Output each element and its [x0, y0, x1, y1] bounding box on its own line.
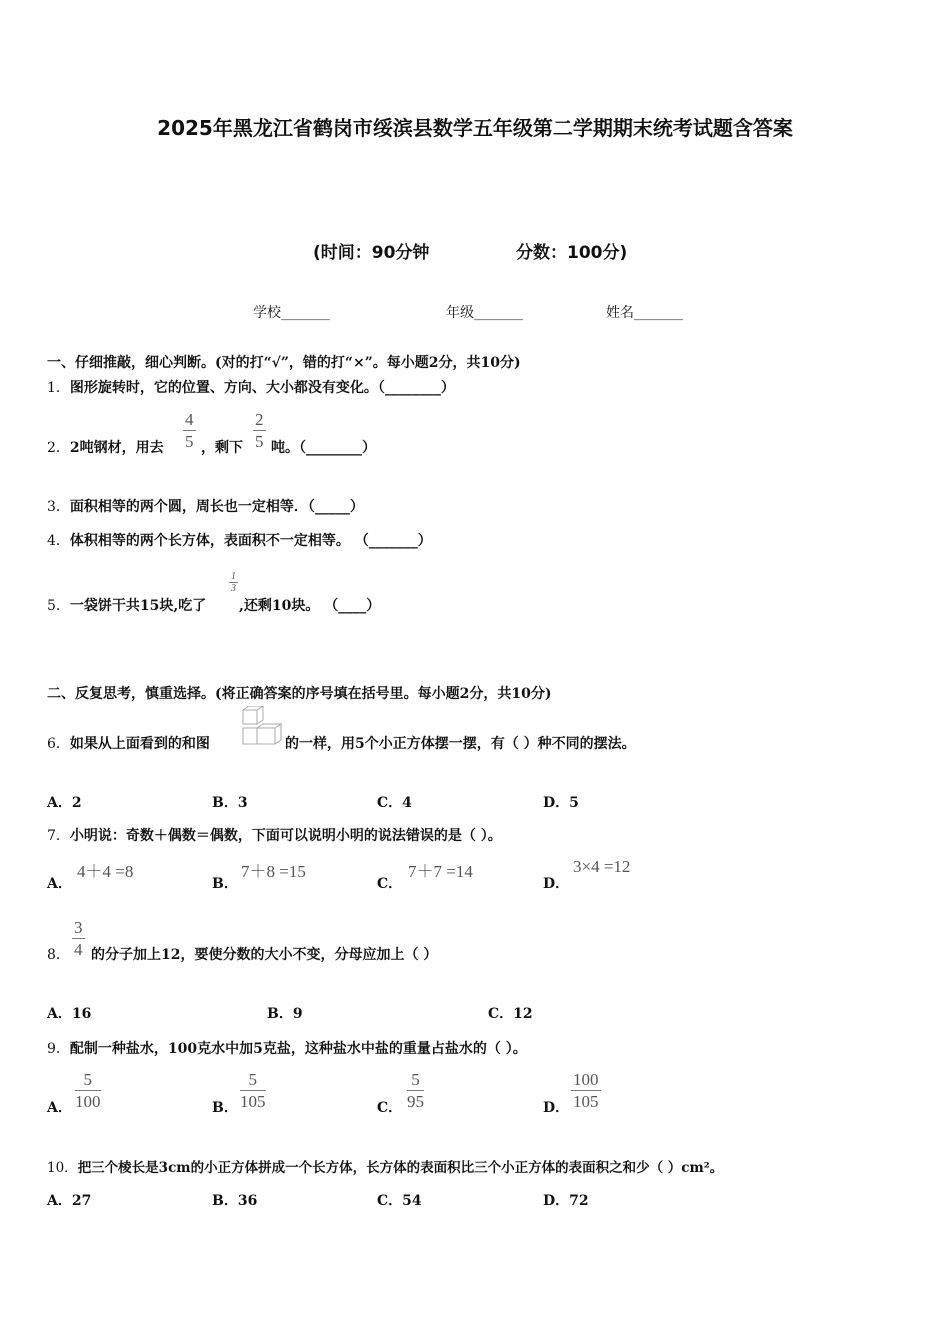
q9-option-d-label[interactable]: D．: [543, 1100, 570, 1116]
question-number: 3．: [47, 499, 70, 515]
exam-time: (时间：90分钟: [313, 243, 430, 263]
q7-option-b-equation: 7＋8 =15: [241, 862, 306, 881]
q10-option-b[interactable]: B．36: [212, 1193, 258, 1209]
fraction-three-quarters: $\frac{3}{4}$: [74, 918, 83, 959]
q9-option-a-label[interactable]: A．: [47, 1100, 72, 1116]
fraction-four-fifths: $\frac{4}{5}$: [185, 410, 194, 451]
q10-option-c[interactable]: C．54: [377, 1193, 422, 1209]
question-8-number: 8．: [47, 947, 70, 963]
question-number: 4．: [47, 533, 70, 549]
q7-option-b-label[interactable]: B．: [212, 876, 238, 892]
fraction-one-third: $\frac{1}{3}$: [231, 571, 236, 594]
section-2-heading: 二、反复思考，慎重选择。(将正确答案的序号填在括号里。每小题2分，共10分): [47, 686, 552, 702]
question-text-a: 一袋饼干共15块,吃了: [69, 598, 207, 614]
question-number: 9．: [47, 1041, 70, 1057]
document-title: 2025年黑龙江省鹤岗市绥滨县数学五年级第二学期期末统考试题含答案: [157, 116, 793, 140]
q9-option-b-fraction: $\frac{5}{105}$: [240, 1070, 266, 1111]
q6-option-a[interactable]: A．2: [47, 795, 82, 811]
q6-option-d[interactable]: D．5: [543, 795, 579, 811]
q7-option-c-equation: 7＋7 =14: [408, 862, 473, 881]
q7-option-a-equation: 4＋4 =8: [77, 862, 134, 881]
q10-option-d[interactable]: D．72: [543, 1193, 589, 1209]
section-1-heading: 一、仔细推敲，细心判断。(对的打“√”，错的打“×”。每小题2分，共10分): [47, 355, 521, 371]
q9-option-c-fraction: $\frac{5}{95}$: [407, 1070, 424, 1111]
fraction-two-fifths: $\frac{2}{5}$: [255, 410, 264, 451]
question-2: [47, 437, 164, 457]
q6-option-b[interactable]: B．3: [212, 795, 248, 811]
question-number: 7．: [47, 828, 70, 844]
q7-option-d-equation: 3×4 =12: [573, 857, 631, 876]
question-number: 5．: [47, 598, 70, 614]
question-text: 把三个棱长是3cm的小正方体拼成一个长方体，长方体的表面积比三个小正方体的表面积之和少（ ）cm²。: [77, 1160, 724, 1176]
school-field: 学校_______: [253, 305, 330, 321]
name-field: 姓名_______: [606, 305, 683, 321]
question-8-text: 的分子加上12，要使分数的大小不变，分母应加上（ ）: [91, 947, 438, 963]
q9-option-c-label[interactable]: C．: [377, 1100, 403, 1116]
question-number: 2．: [47, 440, 70, 456]
question-number: 6．: [47, 736, 70, 752]
cube-top-view-figure: [241, 706, 283, 748]
question-6-end: 的一样，用5个小正方体摆一摆，有（ ）种不同的摆法。: [285, 736, 636, 752]
question-text: 小明说：奇数＋偶数＝偶数，下面可以说明小明的说法错误的是（ ）。: [69, 828, 502, 844]
q10-option-a[interactable]: A．27: [47, 1193, 92, 1209]
q7-option-d-label[interactable]: D．: [543, 876, 570, 892]
q8-option-a[interactable]: A．16: [47, 1006, 92, 1022]
q8-option-b[interactable]: B．9: [267, 1006, 303, 1022]
q9-option-b-label[interactable]: B．: [212, 1100, 238, 1116]
question-6: [47, 733, 210, 753]
question-text: 体积相等的两个长方体，表面积不一定相等。 （_______）: [69, 533, 432, 549]
q8-option-c[interactable]: C．12: [488, 1006, 533, 1022]
question-5-end: ,还剩10块。 （____）: [239, 598, 381, 614]
question-number: 1．: [47, 380, 70, 396]
q6-option-c[interactable]: C．4: [377, 795, 412, 811]
grade-field: 年级_______: [446, 305, 523, 321]
question-7: [47, 825, 502, 845]
q9-option-d-fraction: $\frac{100}{105}$: [573, 1070, 599, 1111]
question-text-a: 如果从上面看到的和图: [69, 736, 210, 752]
question-1: [47, 377, 455, 397]
question-2-end: 吨。（________）: [271, 440, 376, 456]
question-text: 面积相等的两个圆，周长也一定相等．（_____）: [69, 499, 364, 515]
q7-option-c-label[interactable]: C．: [377, 876, 403, 892]
question-9: [47, 1038, 527, 1058]
question-text-a: 2吨钢材，用去: [69, 440, 164, 456]
question-text: 图形旋转时，它的位置、方向、大小都没有变化。（________）: [69, 380, 455, 396]
question-2-mid: ，剩下: [201, 440, 243, 456]
question-number: 10．: [47, 1160, 78, 1176]
question-3: [47, 496, 364, 516]
question-5: [47, 595, 206, 615]
q7-option-a-label[interactable]: A．: [47, 876, 72, 892]
question-4: [47, 530, 432, 550]
q9-option-a-fraction: $\frac{5}{100}$: [75, 1070, 101, 1111]
question-10: [47, 1156, 723, 1176]
exam-score: 分数：100分): [516, 243, 628, 263]
question-text: 配制一种盐水，100克水中加5克盐，这种盐水中盐的重量占盐水的（ ）。: [69, 1041, 527, 1057]
